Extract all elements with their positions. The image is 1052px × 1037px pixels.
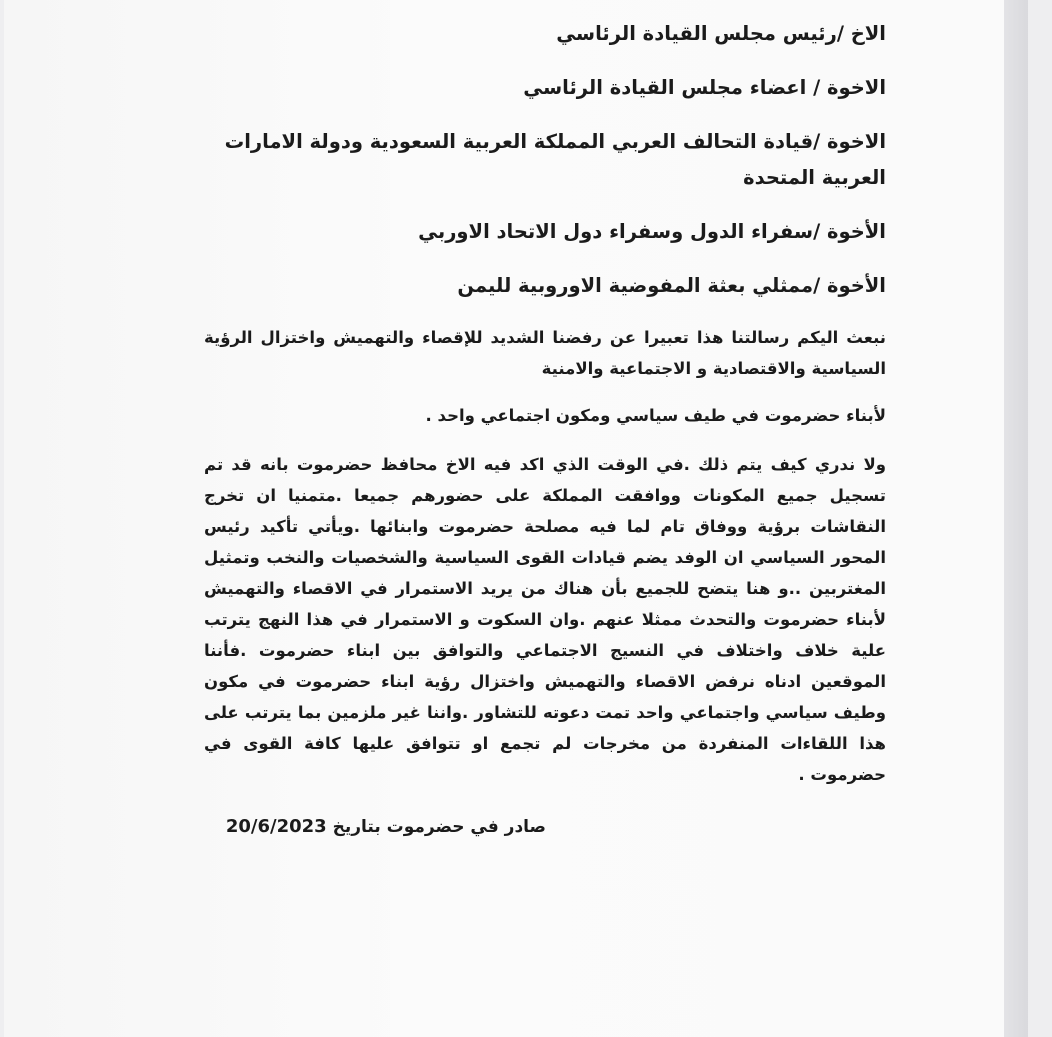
document-page [4,0,1028,1037]
body-paragraph: ولا ندري كيف يتم ذلك .في الوقت الذي اكد فيه الاخ محافظ حضرموت بانه قد تم تسجيل جميع المكونات ووافقت المملكة على حضورهم جميعا .متمنيا ان تخرج النقاشات برؤية ووفاق تام لما فيه مصلحة حضرموت وابنائها .ويأتي تأكيد رئيس المحور السياسي ان الوفد يضم قيادات القوى السياسية والشخصيات والنخب وتمثيل المغتربين ..و هنا يتضح للجميع بأن هناك من يريد الاستمرار في الاقصاء والتهميش لأبناء حضرموت والتحدث ممثلا عنهم .وان السكوت و الاستمرار في هذا النهج يترتب علية خلاف واختلاف في النسيج الاجتماعي والتوافق بين ابناء حضرموت .فأننا الموقعين ادناه نرفض الاقصاء والتهميش واختزال رؤية ابناء حضرموت في مكون وطيف سياسي واجتماعي واحد تمت دعوته للتشاور .واننا غير ملزمين بما يترتب على هذا اللقاءات المنفردة من مخرجات لم تجمع او تتوافق عليها كافة القوى في حضرموت . [204,455,886,784]
issue-label: صادر في حضرموت بتاريخ [326,817,546,837]
addressee-council-members: الاخوة / اعضاء مجلس القيادة الرئاسي [523,76,886,99]
issue-date: 20/6/2023 [225,816,327,837]
letter-body [180,14,886,859]
issue-line [180,812,886,842]
addressee-eu-mission: الأخوة /ممثلي بعثة المفوضية الاوروبية لليمن [457,274,886,297]
intro-paragraph-continued: لأبناء حضرموت في طيف سياسي ومكون اجتماعي واحد . [425,406,886,425]
intro-paragraph: نبعث اليكم رسالتنا هذا تعبيرا عن رفضنا الشديد للإقصاء والتهميش واختزال الرؤية السياسية والاقتصادية و الاجتماعية والامنية [204,328,886,378]
addressee-council-president: الاخ /رئيس مجلس القيادة الرئاسي [556,22,886,45]
addressee-ambassadors: الأخوة /سفراء الدول وسفراء دول الاتحاد الاوربي [418,220,886,243]
page-edge-shadow [1004,0,1028,1037]
addressee-arab-coalition: الاخوة /قيادة التحالف العربي المملكة العربية السعودية ودولة الامارات العربية المتحدة [224,130,886,189]
